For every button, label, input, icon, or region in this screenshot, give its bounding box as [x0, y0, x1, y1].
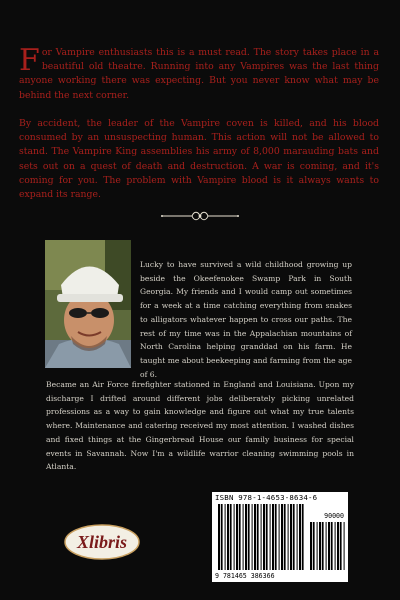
barcode-box	[212, 492, 348, 582]
barcode-bar	[230, 504, 232, 570]
barcode-bar	[293, 504, 295, 570]
barcode-bar	[284, 504, 286, 570]
barcode-bar	[252, 504, 253, 570]
barcode-bar	[239, 504, 241, 570]
barcode-bar	[218, 504, 220, 570]
barcode-bar	[337, 522, 339, 570]
barcode-bar	[227, 504, 229, 570]
barcode-bar	[236, 504, 238, 570]
barcode-bar	[319, 522, 321, 570]
isbn-number: ISBN 978-1-4653-8634-6	[215, 493, 318, 502]
barcode-bar	[302, 504, 304, 570]
barcode-bar	[266, 504, 268, 570]
price-code: 90000	[324, 512, 344, 520]
barcode-bar	[317, 522, 318, 570]
barcode-bar	[335, 522, 336, 570]
publisher-logo-text: Xlibris	[76, 532, 128, 552]
barcode-bar	[275, 504, 277, 570]
barcode-bar	[279, 504, 280, 570]
barcode-bar	[245, 504, 247, 570]
barcode-bar	[257, 504, 259, 570]
barcode-bar	[331, 522, 333, 570]
barcode-bar	[234, 504, 235, 570]
barcode-bar	[248, 504, 250, 570]
barcode-bar	[270, 504, 271, 570]
barcode-bar	[243, 504, 244, 570]
author-bio-paragraph-2: Became an Air Force firefighter stationed in England and Louisiana. Upon my discharge I drifted around different jobs deliberately picking unrelated professions as a way to gain knowledge and figure out what my true talents where. Maintenance and catering received my most attention. I washed dishes and fixed things at the Gingerbread House our family business for special events in Savannah. Now I'm a wildlife warrior cleaning swimming pools in Atlanta.	[46, 380, 354, 472]
barcode-bar	[261, 504, 262, 570]
barcode-bar	[328, 522, 330, 570]
barcode-bar	[290, 504, 292, 570]
drop-cap: F	[19, 43, 40, 78]
barcode-bar	[272, 504, 274, 570]
barcode-bar	[281, 504, 283, 570]
barcode-bar	[313, 522, 315, 570]
barcode-bar	[263, 504, 265, 570]
author-photo	[45, 240, 131, 368]
blurb-paragraph-1	[19, 43, 379, 103]
barcode-bar	[225, 504, 226, 570]
barcode-bar	[297, 504, 298, 570]
ean-digits: 9 781465 386366	[215, 572, 275, 580]
blurb-paragraph-2: By accident, the leader of the Vampire coven is killed, and his blood consumed by an unsuspecting human. This action will not be allowed to stand. The Vampire King assemblies his army of 8,000 marauding bats and sets out on a quest of death and destruction. A war is coming, and it's coming for you. The problem with Vampire blood is it always wants to expand its range.	[19, 118, 379, 201]
barcode-bar	[322, 522, 324, 570]
publisher-logo	[62, 520, 142, 564]
barcode-bar	[221, 504, 223, 570]
author-bio-paragraph-1: Lucky to have survived a wild childhood growing up beside the Okeefenokee Swamp Park in South Georgia. My friends and I would camp out sometimes for a week at a time catching everything from snakes to alligators whatever happen to cross our paths. The rest of my time was in the Appalachian mountains of North Carolina helping granddad on his farm. He taught me about beekeeping and farming from the age of 6.	[140, 260, 352, 379]
barcode-bars	[212, 492, 348, 582]
flourish-divider-icon	[160, 209, 240, 223]
barcode-bar	[288, 504, 289, 570]
barcode-bar	[340, 522, 342, 570]
barcode-bar	[344, 522, 345, 570]
barcode-bar	[299, 504, 301, 570]
barcode-bar	[254, 504, 256, 570]
blurb-paragraph-1-text: or Vampire enthusiasts this is a must read. The story takes place in a beautiful old theatre. Running into any Vampires was the last thing anyone working there was expecting. But you never know what may be behind the next corner.	[19, 47, 379, 101]
barcode-bar	[310, 522, 312, 570]
barcode-bar	[326, 522, 327, 570]
